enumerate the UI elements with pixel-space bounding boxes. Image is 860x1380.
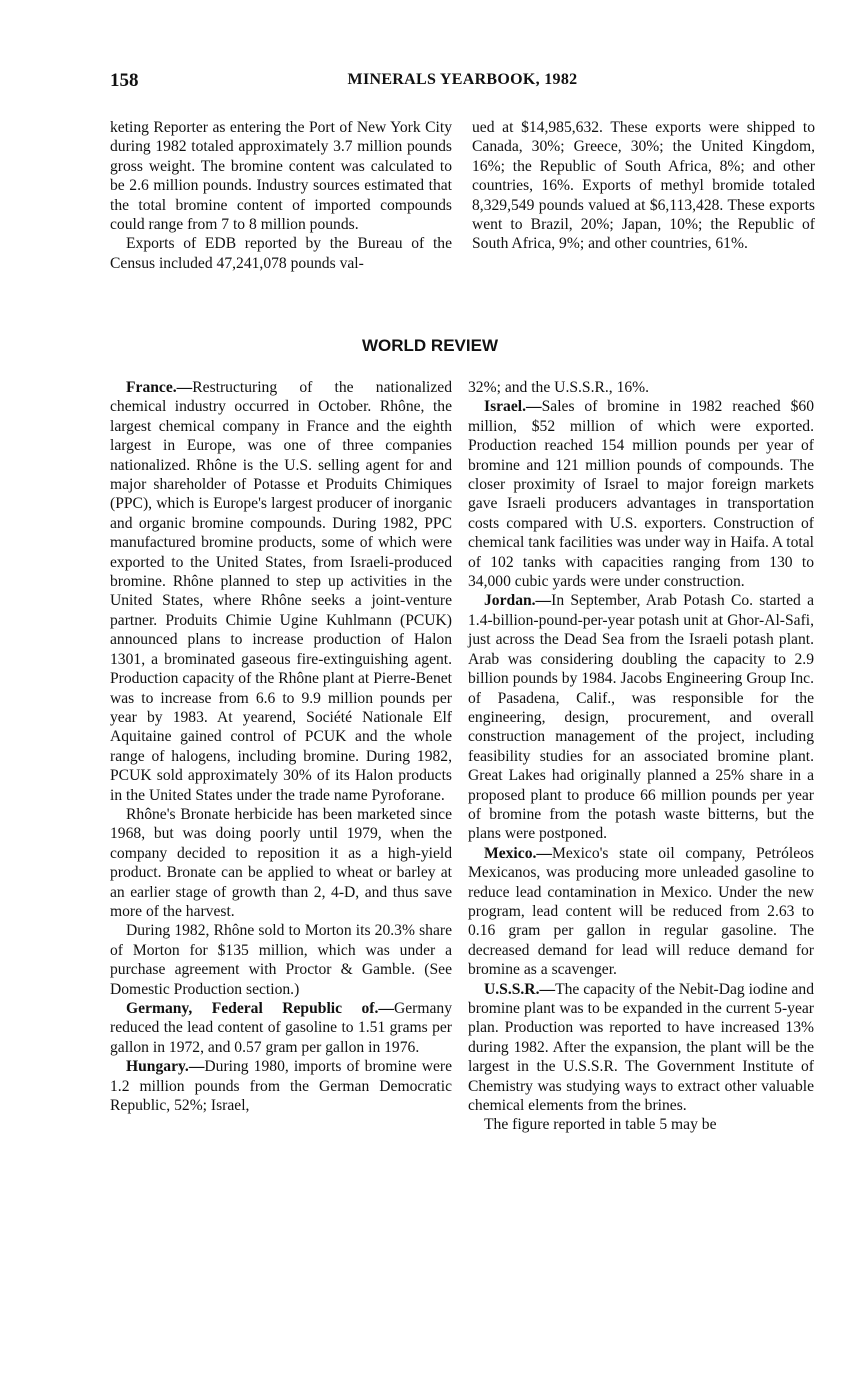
paragraph-text: Rhône's Bronate herbicide has been marketed since 1968, but was doing poorly until 1979, when the company decided to reposition it as a high-yield product. Bronate can be applied to wheat or barley at an earlier stage of growth than 2, 4-D, and thus save more of the harvest. [110, 805, 452, 920]
paragraph-text: In September, Arab Potash Co. started a 1.4-billion-pound-per-year potash unit at Ghor-Al-Safi, just across the Dead Sea from the Israeli potash plant. Arab was considering doubling the capacity to 2.9 billion pounds by 1984. Jacobs Engineering Group Inc. of Pasadena, Calif., was responsible for the engineering, design, procurement, and overall construction management of the project, including feasibility studies for an associated bromine plant. Great Lakes had originally planned a 25% share in a proposed plant to produce 66 million pounds per year of bromine from the potash waste bitterns, but the plans were postponed. [468, 592, 814, 843]
paragraph-germany [110, 999, 452, 1057]
page-header [110, 70, 815, 92]
section-title: WORLD REVIEW [362, 336, 498, 355]
country-heading: Mexico.— [484, 844, 552, 862]
paragraph-text: During 1982, Rhône sold to Morton its 20.3% share of Morton for $135 million, which was under a purchase agreement with Proctor & Gamble. (See Domestic Production section.) [110, 922, 452, 998]
paragraph-france [110, 378, 452, 805]
paragraph-hungary [110, 1057, 452, 1115]
country-heading: Israel.— [484, 398, 542, 416]
paragraph-jordan [468, 591, 814, 843]
country-heading: France.— [126, 379, 193, 396]
paragraph-text: Germany reduced the lead content of gasoline to 1.51 grams per gallon in 1972, and 0.57 gram per gallon in 1976. [110, 1000, 452, 1056]
paragraph-text: Restructuring of the nationalized chemical industry occurred in October. Rhône, the largest chemical company in France and the eighth largest in Europe, was one of three companies nationalized. Rhône is the U.S. selling agent for and major shareholder of Potasse et Produits Chimiques (PPC), which is Europe's largest producer of inorganic and organic bromine compounds. During 1982, PPC manufactured bromine products, some of which were exported to the United States, from Israeli-produced bromine. Rhône planned to step up activities in the United States, where Rhône seeks a joint-venture partner. Produits Chimie Ugine Kuhlmann (PCUK) announced plans to increase production of Halon 1301, a brominated gaseous fire-extinguishing agent. Production capacity of the Rhône plant at Pierre-Benet was to increase from 6.6 to 9.9 million pounds per year by 1983. At yearend, Société Nationale Elf Aquitaine gained control of PCUK and the whole range of halogens, including bromine. During 1982, PCUK sold approximately 30% of its Halon products in the United States under the trade name Pyroforane. [110, 379, 452, 804]
paragraph-text: The figure reported in table 5 may be [484, 1116, 717, 1134]
paragraph-text: During 1980, imports of bromine were 1.2 million pounds from the German Democratic Republic, 52%; Israel, [110, 1058, 452, 1115]
bottom-right-column [468, 378, 814, 1135]
paragraph: Exports of EDB reported by the Bureau of the Census included 47,241,078 pounds val- [110, 235, 452, 272]
country-heading: Jordan.— [484, 592, 552, 610]
country-heading: Hungary.— [126, 1058, 205, 1076]
paragraph-morton [110, 921, 452, 999]
bottom-left-column [110, 378, 452, 1115]
country-heading: Germany, Federal Republic of.— [126, 1000, 394, 1017]
paragraph-mexico [468, 844, 814, 980]
paragraph-table5 [468, 1115, 814, 1134]
paragraph: ued at $14,985,632. These exports were shipped to Canada, 30%; Greece, 30%; the United Kingdom, 16%; the Republic of South Africa, 8%; and other countries, 16%. Exports of methyl bromide totaled 8,329,549 pounds valued at $6,113,428. These exports went to Brazil, 20%; Japan, 10%; the Republic of South Africa, 9%; and other countries, 61%. [472, 119, 815, 253]
paragraph-text: Mexico's state oil company, Petróleos Mexicanos, was producing more unleaded gasoline to reduce lead contamination in Mexico. Under the new program, lead content will be reduced from 2.63 to 0.16 gram per gallon in regular gasoline. The decreased demand for lead will reduce demand for bromine as a scavenger. [468, 844, 814, 979]
paragraph-hungary-cont [468, 378, 814, 397]
running-head: MINERALS YEARBOOK, 1982 [347, 71, 578, 88]
paragraph: keting Reporter as entering the Port of New York City during 1982 totaled approximately 3.7 million pounds gross weight. The bromine content was calculated to be 2.6 million pounds. Industry sources estimated that the total bromine content of imported compounds could range from 7 to 8 million pounds. [110, 119, 452, 234]
paragraph-bronate [110, 805, 452, 921]
paragraph-israel [468, 397, 814, 591]
page-number: 158 [110, 70, 139, 91]
top-right-column [472, 118, 815, 254]
top-left-column [110, 118, 452, 273]
paragraph-text: The capacity of the Nebit-Dag iodine and bromine plant was to be expanded in the current 5-year plan. Production was reported to have increased 13% during 1982. After the expansion, the plant will be the largest in the U.S.S.R. The Government Institute of Chemistry was studying ways to extract other valuable chemical elements from the brines. [468, 980, 814, 1115]
paragraph-ussr [468, 980, 814, 1116]
paragraph-text: 32%; and the U.S.S.R., 16%. [468, 379, 650, 396]
country-heading: U.S.S.R.— [484, 980, 556, 998]
paragraph-text: Sales of bromine in 1982 reached $60 million, $52 million of which were exported. Production reached 154 million pounds per year of bromine and 121 million pounds of compounds. The closer proximity of Israel to major foreign markets gave Israeli producers advantages in transportation costs compared with U.S. exporters. Construction of chemical tank facilities was under way in Haifa. A total of 102 tanks with capacities ranging from 130 to 34,000 cubic yards were under construction. [468, 398, 814, 591]
